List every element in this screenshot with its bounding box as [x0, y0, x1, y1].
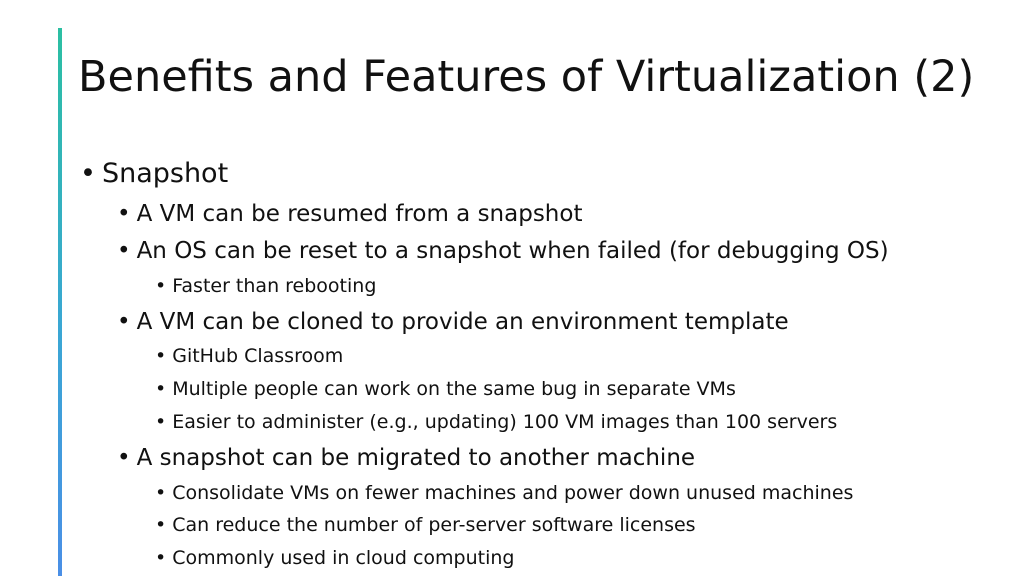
bullet-text: Commonly used in cloud computing	[172, 547, 515, 569]
bullet-snapshot-migrated	[117, 447, 695, 470]
bullet-dot: •	[117, 201, 131, 227]
bullet-dot: •	[155, 482, 167, 504]
bullet-dot: •	[117, 238, 131, 264]
bullet-text: Snapshot	[101, 158, 229, 189]
bullet-text: A VM can be resumed from a snapshot	[136, 201, 583, 227]
bullet-consolidate-vms	[155, 484, 853, 503]
bullet-github-classroom	[155, 347, 343, 366]
bullet-dot: •	[155, 411, 167, 433]
bullet-dot: •	[117, 309, 131, 335]
bullet-easier-to-administer	[155, 413, 837, 432]
bullet-text: GitHub Classroom	[172, 345, 344, 367]
bullet-multiple-people	[155, 380, 736, 399]
accent-bar	[58, 28, 62, 576]
bullet-reduce-licenses	[155, 516, 696, 535]
bullet-dot: •	[155, 547, 167, 569]
slide-title: Benefits and Features of Virtualization (2)	[78, 52, 975, 102]
bullet-vm-cloned	[117, 311, 789, 334]
bullet-dot: •	[80, 158, 96, 189]
bullet-text: Can reduce the number of per-server software licenses	[172, 514, 696, 536]
bullet-faster-than-rebooting	[155, 277, 376, 296]
bullet-dot: •	[155, 345, 167, 367]
bullet-text: Easier to administer (e.g., updating) 100 VM images than 100 servers	[172, 411, 838, 433]
bullet-reset-os	[117, 240, 889, 263]
bullet-text: A snapshot can be migrated to another machine	[136, 445, 696, 471]
bullet-text: Consolidate VMs on fewer machines and power down unused machines	[172, 482, 854, 504]
bullet-dot: •	[117, 445, 131, 471]
bullet-dot: •	[155, 514, 167, 536]
bullet-snapshot	[80, 160, 228, 187]
bullet-dot: •	[155, 275, 167, 297]
bullet-text: Multiple people can work on the same bug in separate VMs	[172, 378, 736, 400]
bullet-text: A VM can be cloned to provide an environment template	[136, 309, 789, 335]
bullet-text: An OS can be reset to a snapshot when failed (for debugging OS)	[136, 238, 889, 264]
bullet-resume-from-snapshot	[117, 203, 582, 226]
bullet-dot: •	[155, 378, 167, 400]
bullet-cloud-computing	[155, 549, 514, 568]
bullet-text: Faster than rebooting	[172, 275, 377, 297]
